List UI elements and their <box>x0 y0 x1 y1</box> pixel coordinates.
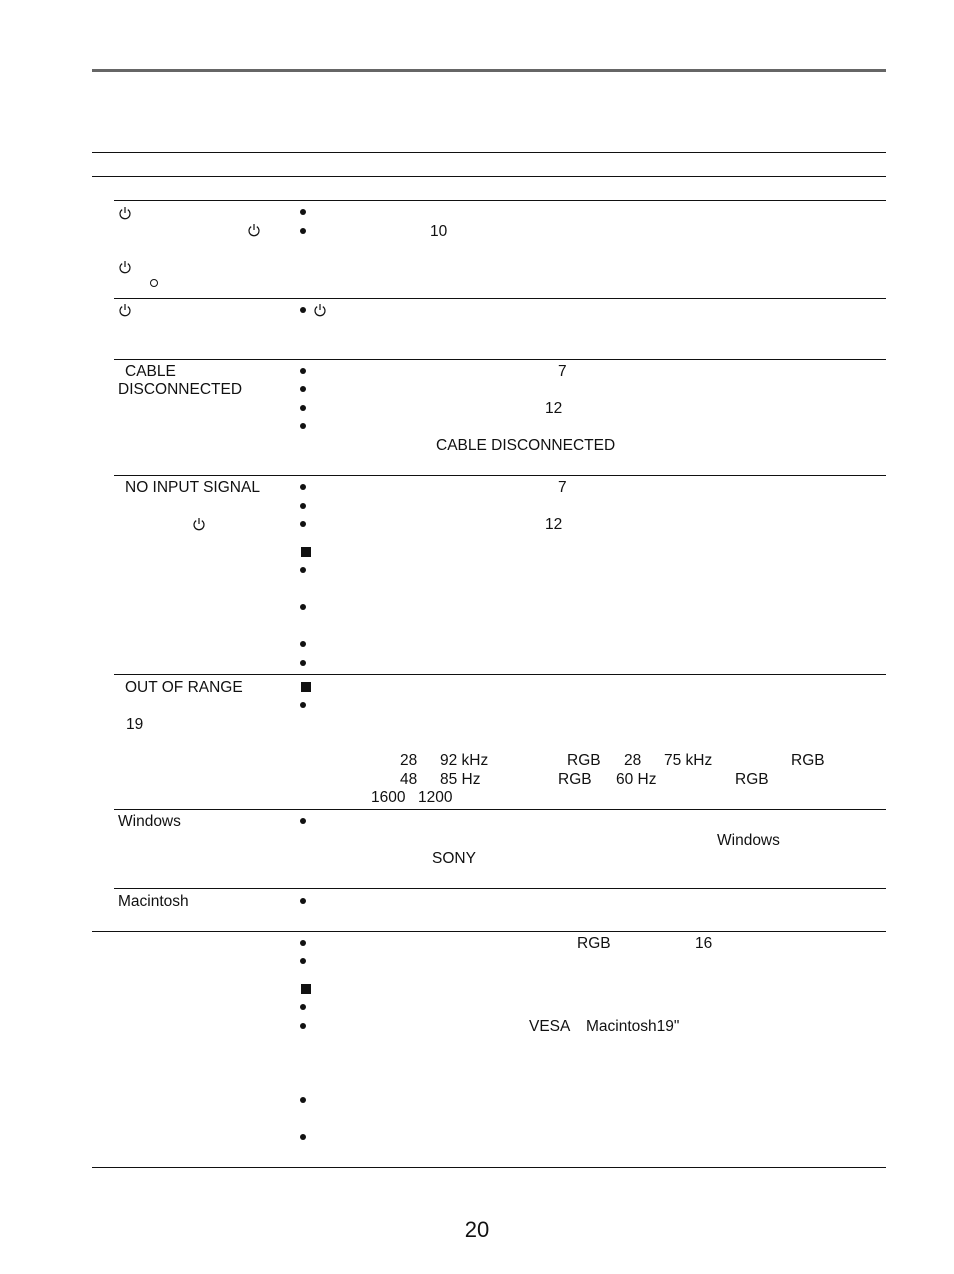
bullet-icon <box>300 958 306 964</box>
top-rule <box>92 69 886 72</box>
bullet-icon <box>300 1023 306 1029</box>
table-header-rule <box>92 176 886 177</box>
spec-value: 1200 <box>418 789 453 806</box>
bullet-icon <box>300 228 306 234</box>
symptom-label: DISCONNECTED <box>118 381 243 398</box>
bullet-icon <box>300 209 306 215</box>
spec-value: 75 kHz <box>664 752 713 769</box>
power-icon <box>247 223 261 237</box>
bullet-icon <box>300 307 306 313</box>
spec-value: 28 <box>400 752 418 769</box>
symptom-label: CABLE <box>125 363 176 380</box>
row-divider <box>114 809 886 810</box>
spec-value: 1600 <box>371 789 406 806</box>
row-divider <box>114 888 886 889</box>
small-circle-mark <box>150 279 158 287</box>
bullet-icon <box>300 567 306 573</box>
spec-value: RGB <box>558 771 592 788</box>
bullet-icon <box>300 521 306 527</box>
spec-value: 16 <box>695 935 713 952</box>
spec-value: RGB <box>735 771 769 788</box>
bullet-icon <box>300 641 306 647</box>
spec-value: VESA <box>529 1018 571 1035</box>
bullet-icon <box>300 940 306 946</box>
spec-value: 85 Hz <box>440 771 481 788</box>
power-icon <box>313 303 327 317</box>
spec-value: 60 Hz <box>616 771 657 788</box>
bullet-icon <box>300 898 306 904</box>
os-name: Windows <box>717 832 780 849</box>
table-top-rule <box>92 152 886 153</box>
bullet-icon <box>300 1097 306 1103</box>
ref-number: 7 <box>558 363 567 380</box>
power-icon <box>118 303 132 317</box>
bullet-icon <box>300 604 306 610</box>
symptom-label: Macintosh <box>118 893 189 910</box>
spec-value: 28 <box>624 752 642 769</box>
spec-value: RGB <box>577 935 611 952</box>
bullet-icon <box>300 386 306 392</box>
page-number: 20 <box>464 1217 490 1242</box>
bullet-icon <box>300 405 306 411</box>
ref-number: 19 <box>126 716 144 733</box>
row-divider <box>114 674 886 675</box>
power-icon <box>192 517 206 531</box>
ref-number: 12 <box>545 516 563 533</box>
bullet-icon <box>300 660 306 666</box>
ref-number: 7 <box>558 479 567 496</box>
power-icon <box>118 206 132 220</box>
spec-value: 48 <box>400 771 418 788</box>
symptom-label: OUT OF RANGE <box>125 679 243 696</box>
row-divider <box>114 298 886 299</box>
message-text: CABLE DISCONNECTED <box>436 437 616 454</box>
square-bullet-icon <box>301 547 311 557</box>
symptom-label: NO INPUT SIGNAL <box>125 479 260 496</box>
bullet-icon <box>300 503 306 509</box>
ref-number: 10 <box>430 223 448 240</box>
square-bullet-icon <box>301 682 311 692</box>
power-icon <box>118 260 132 274</box>
row-divider <box>114 475 886 476</box>
bullet-icon <box>300 368 306 374</box>
row-divider <box>114 200 886 201</box>
bullet-icon <box>300 423 306 429</box>
bullet-icon <box>300 702 306 708</box>
symptom-label: Windows <box>118 813 181 830</box>
square-bullet-icon <box>301 984 311 994</box>
bullet-icon <box>300 484 306 490</box>
bullet-icon <box>300 818 306 824</box>
spec-value: Macintosh19" <box>586 1018 680 1035</box>
brand-name: SONY <box>432 850 476 867</box>
spec-value: RGB <box>567 752 601 769</box>
row-divider <box>114 359 886 360</box>
spec-value: 92 kHz <box>440 752 489 769</box>
bullet-icon <box>300 1134 306 1140</box>
table-bottom-rule <box>92 1167 886 1168</box>
ref-number: 12 <box>545 400 563 417</box>
bullet-icon <box>300 1004 306 1010</box>
section-divider <box>92 931 886 932</box>
spec-value: RGB <box>791 752 825 769</box>
